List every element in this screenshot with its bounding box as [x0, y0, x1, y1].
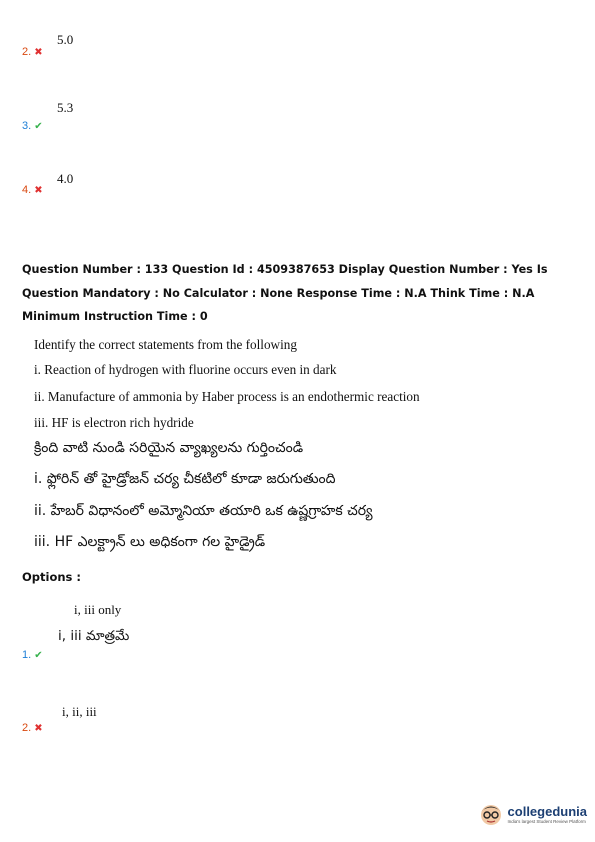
- option-1-english: i, iii only: [74, 602, 122, 617]
- statement-i-telugu: i. ఫ్లోరిన్ తో హైడ్రోజన్ చర్య చీకటిలో కూడా జరుగుతుంది: [34, 471, 336, 487]
- statement-ii-telugu: ii. హేబర్ విధానంలో అమ్మోనియా తయారి ఒక ఉష్ణగ్రాహక చర్య: [34, 503, 373, 519]
- statement-ii-english: ii. Manufacture of ammonia by Haber process is an endothermic reaction: [34, 389, 420, 404]
- option-4-label: [22, 180, 43, 198]
- logo-tagline: India's largest Student Review Platform: [507, 819, 586, 824]
- option-number: 2.: [22, 722, 32, 734]
- mascot-icon: [477, 800, 505, 828]
- correct-check-icon: ✔: [34, 121, 43, 132]
- question-prompt-telugu: క్రింది వాటి నుండి సరియైన వ్యాఖ్యలను గుర్తించండి: [34, 440, 304, 456]
- collegedunia-logo: [477, 800, 587, 828]
- statement-i-english: i. Reaction of hydrogen with fluorine occurs even in dark: [34, 362, 337, 377]
- option-number: 3.: [22, 120, 32, 132]
- option-number: 4.: [22, 184, 32, 196]
- option-3-label: [22, 116, 43, 134]
- option-number: 2.: [22, 46, 32, 58]
- wrong-mark-icon: ✖: [34, 185, 43, 196]
- statement-iii-telugu: iii. HF ఎలక్ట్రాన్ లు అధికంగా గల హైడ్రైడ్: [34, 534, 266, 550]
- wrong-mark-icon: ✖: [34, 47, 43, 58]
- question-prompt-english: Identify the correct statements from the following: [34, 337, 297, 352]
- option-1-label: [22, 645, 43, 663]
- option-2-label: [22, 718, 43, 736]
- option-number: 1.: [22, 649, 32, 661]
- question-header: Question Number : 133 Question Id : 4509387653 Display Question Number : Yes Is Question Mandatory : No Calculator : None Response Time : N.A Think Time : N.A Minimum Instruction Time : 0: [22, 263, 548, 323]
- option-3-value: 5.3: [57, 100, 74, 115]
- correct-check-icon: ✔: [34, 650, 43, 661]
- option-1-telugu: i, iii మాత్రమే: [58, 628, 130, 644]
- option-2-label: [22, 42, 43, 60]
- statement-iii-english: iii. HF is electron rich hydride: [34, 415, 194, 430]
- option-4-value: 4.0: [57, 171, 74, 186]
- option-2-english: i, ii, iii: [62, 704, 97, 719]
- options-label: Options :: [22, 570, 81, 584]
- wrong-mark-icon: ✖: [34, 723, 43, 734]
- option-2-value: 5.0: [57, 32, 74, 47]
- logo-name: collegedunia: [507, 804, 587, 819]
